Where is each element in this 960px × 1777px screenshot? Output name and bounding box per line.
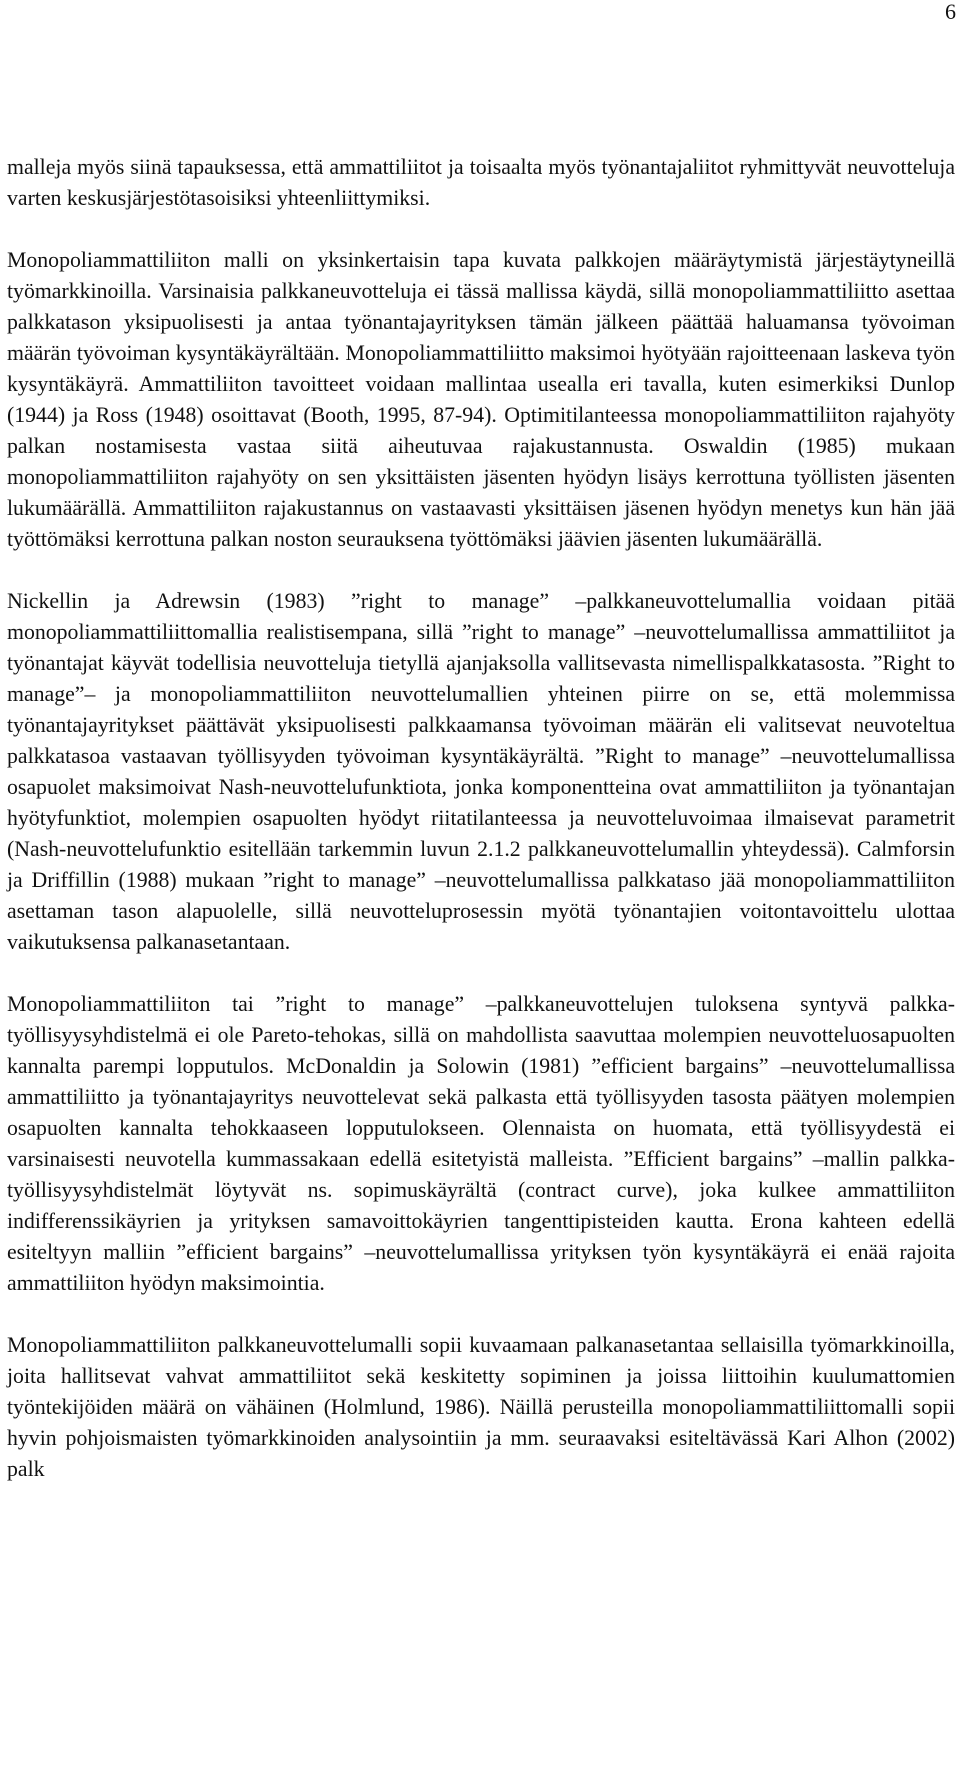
- page-number: 6: [945, 0, 956, 24]
- paragraph-right-to-manage: Nickellin ja Adrewsin (1983) ”right to manage” –palkkaneuvottelumallia voidaan pitää monopoliammattiliittomallia realistisempana, sillä ”right to manage” –neuvottelumallissa ammattiliitot ja työnantajat käyvät todellisia neuvotteluja tietyllä ajanjaksolla vallitsevasta nimellispalkkatasosta. ”Right to manage”– ja monopoliammattiliiton neuvottelumallien yhteinen piirre on se, että molemmissa työnantajayritykset päättävät yksipuolisesti palkkaamansa työvoiman määrän eli valitsevat neuvoteltua palkkatasoa vastaavan työllisyyden työvoiman kysyntäkäyrältä. ”Right to manage” –neuvottelumallissa osapuolet maksimoivat Nash-neuvottelufunktiota, jonka komponentteina ovat ammattiliiton ja työnantajan hyötyfunktiot, molempien osapuolten hyödyt riitatilanteessa ja neuvotteluvoimaa ilmaisevat parametrit (Nash-neuvottelufunktio esitellään tarkemmin luvun 2.1.2 palkkaneuvottelumallin yhteydessä). Calmforsin ja Driffillin (1988) mukaan ”right to manage” –neuvottelumallissa palkkataso jää monopoliammattiliiton asettaman tason alapuolelle, sillä neuvotteluprosessin myötä työnantajien voitontavoittelu ulottaa vaikutuksensa palkanasetantaan.: [7, 589, 955, 954]
- document-body: [7, 152, 955, 1516]
- paragraph-efficient-bargains: Monopoliammattiliiton tai ”right to manage” –palkkaneuvottelujen tuloksena syntyvä palkka-työllisyysyhdistelmä ei ole Pareto-tehokas, sillä on mahdollista saavuttaa molempien neuvotteluosapuolten kannalta parempi lopputulos. McDonaldin ja Solowin (1981) ”efficient bargains” –neuvottelumallissa ammattiliitto ja työnantajayritys neuvottelevat sekä palkasta että työllisyyden tasosta päätyen molempien osapuolten kannalta tehokkaaseen lopputulokseen. Olennaista on huomata, että työllisyydestä ei varsinaisesti neuvotella kummassakaan edellä esitetyistä malleista. ”Efficient bargains” –mallin palkka-työllisyysyhdistelmät löytyvät ns. sopimuskäyrältä (contract curve), joka kulkee ammattiliiton indifferenssikäyrien ja yrityksen samavoittokäyrien tangenttipisteiden kautta. Erona kahteen edellä esiteltyyn malliin ”efficient bargains” –neuvottelumallissa yrityksen työn kysyntäkäyrä ei enää rajoita ammattiliiton hyödyn maksimointia.: [7, 992, 955, 1295]
- paragraph-continuation: malleja myös siinä tapauksessa, että ammattiliitot ja toisaalta myös työnantajaliitot ryhmittyvät neuvotteluja varten keskusjärjestötasoisiksi yhteenliittymiksi.: [7, 155, 955, 210]
- paragraph-nordic-labour-markets: Monopoliammattiliiton palkkaneuvottelumalli sopii kuvaamaan palkanasetantaa sellaisilla työmarkkinoilla, joita hallitsevat vahvat ammattiliitot sekä keskitetty sopiminen ja joissa liittoihin kuulumattomien työntekijöiden määrä on vähäinen (Holmlund, 1986). Näillä perusteilla monopoliammattiliittomalli sopii hyvin pohjoismaisten työmarkkinoiden analysointiin ja mm. seuraavaksi esiteltävässä Kari Alhon (2002) palk: [7, 1333, 955, 1481]
- paragraph-monopoly-union-model: Monopoliammattiliiton malli on yksinkertaisin tapa kuvata palkkojen määräytymistä järjestäytyneillä työmarkkinoilla. Varsinaisia palkkaneuvotteluja ei tässä mallissa käydä, sillä monopoliammattiliitto asettaa palkkatason yksipuolisesti ja antaa työnantajayrityksen tämän jälkeen päättää haluamansa työvoiman määrän työvoiman kysyntäkäyrältään. Monopoliammattiliitto maksimoi hyötyään rajoitteenaan laskeva työn kysyntäkäyrä. Ammattiliiton tavoitteet voidaan mallintaa usealla eri tavalla, kuten esimerkiksi Dunlop (1944) ja Ross (1948) osoittavat (Booth, 1995, 87-94). Optimitilanteessa monopoliammattiliiton rajahyöty palkan nostamisesta vastaa siitä aiheutuvaa rajakustannusta. Oswaldin (1985) mukaan monopoliammattiliiton rajahyöty on sen yksittäisten jäsenten hyödyn lisäys kerrottuna työllisten jäsenten lukumäärällä. Ammattiliiton rajakustannus on vastaavasti yksittäisen jäsenen hyödyn menetys kun hän jää työttömäksi kerrottuna palkan noston seurauksena työttömäksi jäävien jäsenten lukumäärällä.: [7, 248, 955, 551]
